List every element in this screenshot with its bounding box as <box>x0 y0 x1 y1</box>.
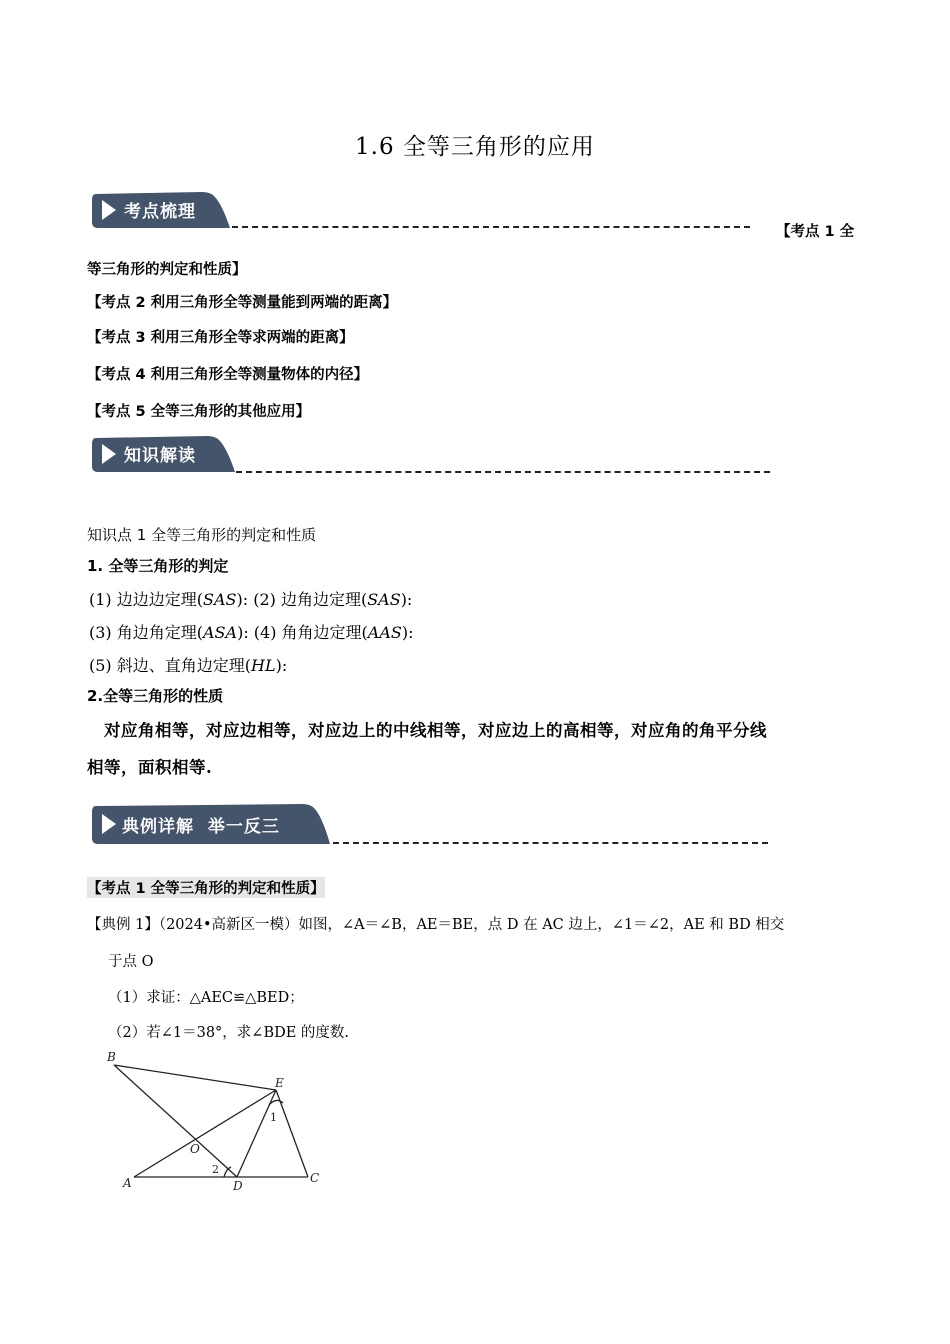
property-line-1: 对应角相等，对应边相等，对应边上的中线相等，对应边上的高相等，对应角的角平分线 <box>104 721 767 740</box>
example-question-1: （1）求证：△AEC≌△BED； <box>108 990 304 1006</box>
outline-item-1a: 【考点 1 全 <box>776 224 855 240</box>
label-A: A <box>123 1176 132 1190</box>
outline-item-4: 【考点 4 利用三角形全等测量物体的内径】 <box>87 367 369 383</box>
divider <box>232 226 750 228</box>
label-D: D <box>233 1179 243 1193</box>
knowledge-sub1: 1. 全等三角形的判定 <box>87 557 229 575</box>
outline-banner-label: 考点梳理 <box>124 202 196 222</box>
examples-banner-label: 典例详解 举一反三 <box>122 817 280 837</box>
label-O: O <box>190 1142 200 1156</box>
page-title: 1.6 全等三角形的应用 <box>355 134 595 160</box>
criteria-row-1: (1) 边边边定理(SAS): (2) 边角边定理(SAS): <box>89 590 413 609</box>
example-line-1: 【典例 1】（2024•高新区一模）如图，∠A＝∠B，AE＝BE，点 D 在 AC 边上，∠1＝∠2，AE 和 BD 相交 <box>87 917 785 933</box>
label-E: E <box>275 1076 284 1090</box>
outline-item-2: 【考点 2 利用三角形全等测量能到两端的距离】 <box>87 295 398 311</box>
knowledge-banner-label: 知识解读 <box>124 446 196 466</box>
examples-banner <box>90 802 335 842</box>
label-angle-2: 2 <box>212 1163 219 1176</box>
property-line-2: 相等，面积相等. <box>87 758 213 777</box>
outline-item-5: 【考点 5 全等三角形的其他应用】 <box>87 404 311 420</box>
divider <box>236 471 770 473</box>
criteria-row-2: (3) 角边角定理(ASA): (4) 角角边定理(AAS): <box>89 623 414 642</box>
segment-BD <box>114 1065 237 1177</box>
outline-item-3: 【考点 3 利用三角形全等求两端的距离】 <box>87 330 354 346</box>
example-question-2: （2）若∠1＝38°，求∠BDE 的度数. <box>108 1025 350 1041</box>
knowledge-sub2: 2.全等三角形的性质 <box>87 687 224 705</box>
outline-item-1b: 等三角形的判定和性质】 <box>87 262 247 278</box>
label-angle-1: 1 <box>270 1111 277 1124</box>
knowledge-banner <box>90 434 240 474</box>
criteria-row-3: (5) 斜边、直角边定理(HL): <box>89 656 288 675</box>
label-B: B <box>107 1050 116 1064</box>
divider <box>333 842 768 844</box>
example-section-label: 【考点 1 全等三角形的判定和性质】 <box>87 877 325 898</box>
example-line-2: 于点 O <box>108 954 154 970</box>
label-C: C <box>310 1171 320 1185</box>
knowledge-point-title: 知识点 1 全等三角形的判定和性质 <box>87 526 317 544</box>
segment-EC <box>276 1090 308 1177</box>
outline-banner <box>90 190 235 230</box>
geometry-figure <box>100 1045 340 1195</box>
